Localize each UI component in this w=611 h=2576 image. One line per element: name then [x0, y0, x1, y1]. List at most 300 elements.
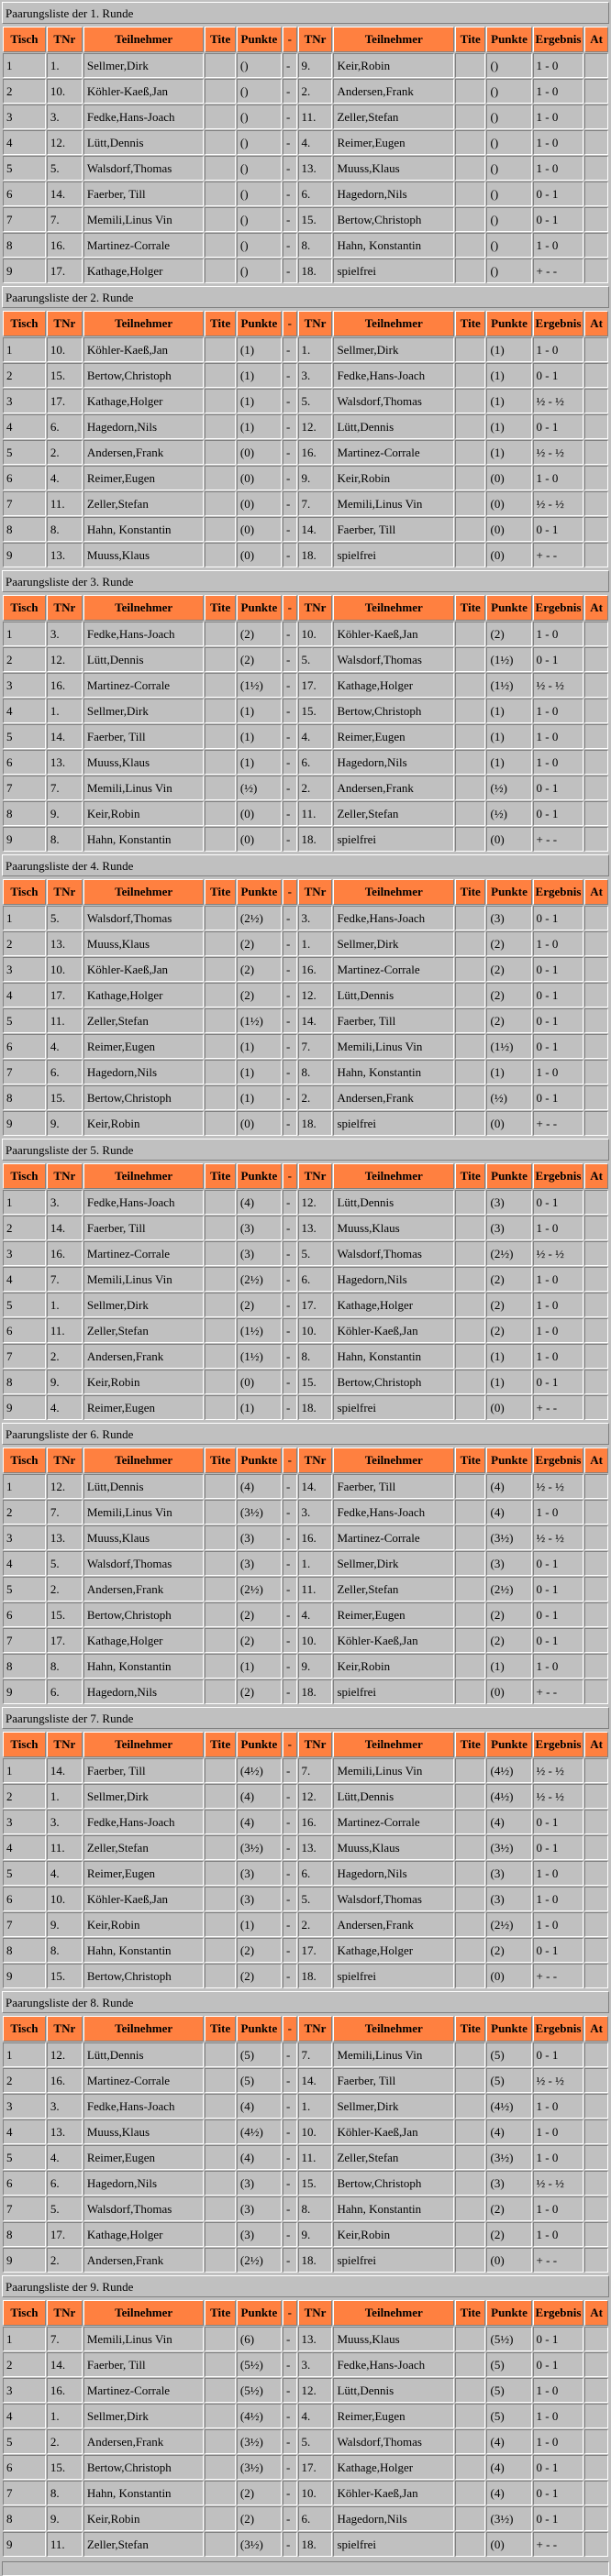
home-player-points: (5½)	[237, 2352, 282, 2377]
away-player-name: Martinez-Corrale	[333, 957, 454, 982]
away-player-points: (4)	[486, 2119, 531, 2144]
home-player-points: (0)	[237, 801, 282, 826]
away-player-points: (5)	[486, 2378, 531, 2403]
column-header: -	[283, 879, 297, 905]
home-player-number: 6.	[47, 2171, 83, 2196]
home-player-points: ()	[237, 53, 282, 78]
home-player-title	[205, 1654, 235, 1679]
result: 0 - 1	[533, 1008, 584, 1033]
home-player-number: 13.	[47, 2119, 83, 2144]
column-header: TNr	[47, 27, 83, 52]
column-header: Tisch	[3, 2300, 46, 2326]
away-player-name: Lütt,Dennis	[333, 1784, 454, 1809]
home-player-number: 14.	[47, 1758, 83, 1783]
away-player-points: (1½)	[486, 647, 531, 672]
home-player-title	[205, 931, 235, 956]
result: + - -	[533, 543, 584, 567]
round-section	[2, 2, 609, 286]
column-header: Ergebnis	[533, 2016, 584, 2042]
round-title: Paarungsliste der 5. Runde	[2, 1139, 609, 1161]
away-player-name: Muuss,Klaus	[333, 156, 454, 181]
home-player-title	[205, 1784, 235, 1809]
round-title: Paarungsliste der 3. Runde	[2, 570, 609, 592]
home-player-points: ()	[237, 207, 282, 232]
home-player-points: (1½)	[237, 1318, 282, 1343]
away-player-points: (3½)	[486, 2506, 531, 2531]
away-player-points: ()	[486, 79, 531, 104]
home-player-title	[205, 2327, 235, 2351]
result: ½ - ½	[533, 1758, 584, 1783]
away-player-points: (0)	[486, 543, 531, 567]
table-row	[3, 1293, 608, 1317]
away-player-title	[455, 259, 485, 283]
home-player-points: (3½)	[237, 1500, 282, 1525]
at-cell	[584, 130, 608, 155]
at-cell	[584, 389, 608, 413]
home-player-number: 1.	[47, 1293, 83, 1317]
home-player-name: Faerber, Till	[83, 724, 205, 749]
away-player-number: 6.	[298, 1861, 333, 1886]
table-number: 8	[3, 1938, 46, 1963]
column-header: Tite	[205, 27, 235, 52]
away-player-name: Faerber, Till	[333, 517, 454, 542]
away-player-name: Faerber, Till	[333, 1008, 454, 1033]
header-row	[3, 595, 608, 621]
table-row	[3, 2404, 608, 2428]
table-row	[3, 1344, 608, 1369]
home-player-number: 14.	[47, 2352, 83, 2377]
table-row	[3, 931, 608, 956]
column-header: Punkte	[486, 595, 531, 621]
away-player-points: (1)	[486, 440, 531, 465]
column-header: Ergebnis	[533, 1448, 584, 1473]
column-header: TNr	[47, 1448, 83, 1473]
table-number: 3	[3, 1241, 46, 1266]
result: ½ - ½	[533, 673, 584, 698]
table-row	[3, 1810, 608, 1834]
table-number: 1	[3, 1190, 46, 1215]
at-cell	[584, 517, 608, 542]
table-number: 9	[3, 1964, 46, 1988]
column-header: Punkte	[486, 1448, 531, 1473]
home-player-points: (2)	[237, 1964, 282, 1988]
table-row	[3, 363, 608, 388]
at-cell	[584, 1318, 608, 1343]
column-header: Tisch	[3, 1732, 46, 1757]
away-player-name: Keir,Robin	[333, 466, 454, 490]
home-player-name: Faerber, Till	[83, 1758, 205, 1783]
at-cell	[584, 414, 608, 439]
home-player-title	[205, 105, 235, 129]
away-player-title	[455, 776, 485, 800]
column-header: TNr	[298, 1732, 333, 1757]
table-row	[3, 1111, 608, 1136]
away-player-name: Sellmer,Dirk	[333, 2094, 454, 2119]
home-player-number: 4.	[47, 1395, 83, 1420]
home-player-title	[205, 1060, 235, 1084]
column-header: Punkte	[486, 311, 531, 336]
home-player-name: Martinez-Corrale	[83, 233, 205, 258]
away-player-points: (½)	[486, 1085, 531, 1110]
at-cell	[584, 2196, 608, 2221]
home-player-name: Köhler-Kaeß,Jan	[83, 337, 205, 362]
away-player-points: (1)	[486, 363, 531, 388]
home-player-number: 11.	[47, 2532, 83, 2557]
away-player-points: (3)	[486, 1216, 531, 1240]
away-player-name: Kathage,Holger	[333, 673, 454, 698]
away-player-title	[455, 1887, 485, 1911]
result: 0 - 1	[533, 776, 584, 800]
away-player-title	[455, 466, 485, 490]
at-cell	[584, 1525, 608, 1550]
vs-separator: -	[283, 1938, 297, 1963]
away-player-title	[455, 673, 485, 698]
home-player-title	[205, 827, 235, 852]
result: + - -	[533, 2248, 584, 2273]
result: + - -	[533, 1679, 584, 1704]
column-header: Punkte	[486, 1732, 531, 1757]
home-player-number: 10.	[47, 337, 83, 362]
away-player-number: 15.	[298, 1370, 333, 1394]
away-player-number: 14.	[298, 1008, 333, 1033]
home-player-title	[205, 1085, 235, 1110]
vs-separator: -	[283, 1060, 297, 1084]
home-player-points: (3)	[237, 1887, 282, 1911]
result: 0 - 1	[533, 2455, 584, 2480]
away-player-name: Keir,Robin	[333, 2222, 454, 2247]
table-row	[3, 1216, 608, 1240]
away-player-title	[455, 1344, 485, 1369]
vs-separator: -	[283, 2404, 297, 2428]
home-player-title	[205, 2378, 235, 2403]
column-header: Tite	[205, 1448, 235, 1473]
away-player-name: Reimer,Eugen	[333, 1602, 454, 1627]
table-number: 5	[3, 1293, 46, 1317]
away-player-name: Reimer,Eugen	[333, 2404, 454, 2428]
result: 1 - 0	[533, 931, 584, 956]
column-header: TNr	[47, 879, 83, 905]
column-header: Ergebnis	[533, 1732, 584, 1757]
result: 1 - 0	[533, 1318, 584, 1343]
away-player-points: (4½)	[486, 2094, 531, 2119]
column-header: Teilnehmer	[83, 2016, 205, 2042]
pairing-table	[2, 1731, 609, 1989]
home-player-number: 3.	[47, 105, 83, 129]
away-player-number: 11.	[298, 105, 333, 129]
away-player-name: Lütt,Dennis	[333, 2378, 454, 2403]
away-player-name: Andersen,Frank	[333, 79, 454, 104]
away-player-number: 2.	[298, 1085, 333, 1110]
table-number: 1	[3, 2327, 46, 2351]
at-cell	[584, 827, 608, 852]
column-header: Tisch	[3, 311, 46, 336]
home-player-points: (4½)	[237, 2119, 282, 2144]
home-player-title	[205, 2145, 235, 2170]
away-player-name: spielfrei	[333, 1111, 454, 1136]
home-player-name: Walsdorf,Thomas	[83, 2196, 205, 2221]
away-player-title	[455, 233, 485, 258]
away-player-points: (0)	[486, 517, 531, 542]
away-player-title	[455, 1810, 485, 1834]
home-player-points: (1)	[237, 414, 282, 439]
home-player-name: Memili,Linus Vin	[83, 776, 205, 800]
away-player-number: 5.	[298, 2429, 333, 2454]
away-player-name: Walsdorf,Thomas	[333, 2429, 454, 2454]
away-player-title	[455, 699, 485, 723]
home-player-name: Sellmer,Dirk	[83, 1293, 205, 1317]
round-section	[2, 570, 609, 854]
vs-separator: -	[283, 931, 297, 956]
home-player-number: 17.	[47, 259, 83, 283]
column-header: Tite	[455, 1163, 485, 1189]
home-player-name: Bertow,Christoph	[83, 1964, 205, 1988]
column-header: Punkte	[486, 1163, 531, 1189]
table-number: 6	[3, 182, 46, 206]
home-player-number: 16.	[47, 2378, 83, 2403]
away-player-points: (2)	[486, 1008, 531, 1033]
home-player-number: 6.	[47, 414, 83, 439]
vs-separator: -	[283, 517, 297, 542]
vs-separator: -	[283, 2145, 297, 2170]
table-row	[3, 1912, 608, 1937]
home-player-points: (4½)	[237, 1758, 282, 1783]
away-player-number: 14.	[298, 517, 333, 542]
table-number: 3	[3, 105, 46, 129]
vs-separator: -	[283, 1344, 297, 1369]
home-player-name: Hahn, Konstantin	[83, 2481, 205, 2505]
column-header: Teilnehmer	[83, 27, 205, 52]
column-header: Ergebnis	[533, 2300, 584, 2326]
at-cell	[584, 1034, 608, 1059]
away-player-name: Lütt,Dennis	[333, 414, 454, 439]
column-header: Tite	[205, 879, 235, 905]
result: 1 - 0	[533, 130, 584, 155]
vs-separator: -	[283, 182, 297, 206]
away-player-title	[455, 337, 485, 362]
table-row	[3, 1500, 608, 1525]
home-player-title	[205, 517, 235, 542]
round-title: Paarungsliste der 6. Runde	[2, 1423, 609, 1445]
column-header: At	[584, 2300, 608, 2326]
table-number: 7	[3, 207, 46, 232]
vs-separator: -	[283, 105, 297, 129]
home-player-title	[205, 750, 235, 775]
home-player-name: Bertow,Christoph	[83, 2455, 205, 2480]
column-header: Tite	[455, 311, 485, 336]
table-row	[3, 2248, 608, 2273]
at-cell	[584, 2171, 608, 2196]
column-header: Punkte	[486, 2300, 531, 2326]
table-number: 4	[3, 699, 46, 723]
away-player-title	[455, 1216, 485, 1240]
home-player-points: (2)	[237, 2506, 282, 2531]
home-player-points: (1)	[237, 363, 282, 388]
table-number: 6	[3, 1034, 46, 1059]
at-cell	[584, 1344, 608, 1369]
header-row	[3, 1732, 608, 1757]
vs-separator: -	[283, 2429, 297, 2454]
at-cell	[584, 2248, 608, 2273]
result: + - -	[533, 259, 584, 283]
table-row	[3, 105, 608, 129]
home-player-points: (3)	[237, 1216, 282, 1240]
at-cell	[584, 673, 608, 698]
section-divider	[2, 2561, 609, 2576]
round-section	[2, 1423, 609, 1707]
away-player-title	[455, 906, 485, 930]
away-player-number: 6.	[298, 750, 333, 775]
home-player-name: Walsdorf,Thomas	[83, 1551, 205, 1576]
away-player-number: 1.	[298, 2094, 333, 2119]
table-number: 7	[3, 1912, 46, 1937]
home-player-title	[205, 2196, 235, 2221]
away-player-name: spielfrei	[333, 1679, 454, 1704]
at-cell	[584, 156, 608, 181]
table-row	[3, 1190, 608, 1215]
home-player-points: (1)	[237, 724, 282, 749]
home-player-name: Hahn, Konstantin	[83, 517, 205, 542]
home-player-title	[205, 1602, 235, 1627]
away-player-points: (3½)	[486, 1835, 531, 1860]
table-row	[3, 2145, 608, 2170]
table-number: 1	[3, 2042, 46, 2067]
table-row	[3, 699, 608, 723]
home-player-title	[205, 2222, 235, 2247]
vs-separator: -	[283, 1835, 297, 1860]
away-player-points: (3)	[486, 2171, 531, 2196]
vs-separator: -	[283, 2327, 297, 2351]
pairing-table	[2, 878, 609, 1137]
round-section	[2, 2275, 609, 2559]
away-player-title	[455, 1602, 485, 1627]
home-player-points: (4½)	[237, 2404, 282, 2428]
table-row	[3, 2352, 608, 2377]
away-player-name: spielfrei	[333, 2532, 454, 2557]
at-cell	[584, 2042, 608, 2067]
vs-separator: -	[283, 363, 297, 388]
away-player-number: 12.	[298, 1190, 333, 1215]
away-player-number: 6.	[298, 1267, 333, 1292]
away-player-title	[455, 2068, 485, 2093]
column-header: Teilnehmer	[333, 879, 454, 905]
table-row	[3, 1085, 608, 1110]
table-number: 3	[3, 2378, 46, 2403]
home-player-number: 10.	[47, 79, 83, 104]
home-player-name: Muuss,Klaus	[83, 750, 205, 775]
home-player-points: ()	[237, 233, 282, 258]
home-player-points: (0)	[237, 466, 282, 490]
at-cell	[584, 1008, 608, 1033]
vs-separator: -	[283, 801, 297, 826]
home-player-points: (0)	[237, 1370, 282, 1394]
away-player-points: (4½)	[486, 1758, 531, 1783]
table-row	[3, 337, 608, 362]
away-player-title	[455, 1912, 485, 1937]
home-player-name: Andersen,Frank	[83, 2429, 205, 2454]
table-row	[3, 724, 608, 749]
home-player-name: Hahn, Konstantin	[83, 1938, 205, 1963]
vs-separator: -	[283, 1577, 297, 1602]
pairing-lists	[2, 2, 609, 2559]
away-player-title	[455, 2222, 485, 2247]
home-player-title	[205, 647, 235, 672]
result: 1 - 0	[533, 2094, 584, 2119]
away-player-number: 13.	[298, 1216, 333, 1240]
column-header: Tite	[205, 2016, 235, 2042]
column-header: Punkte	[486, 27, 531, 52]
at-cell	[584, 1293, 608, 1317]
away-player-number: 15.	[298, 2171, 333, 2196]
table-row	[3, 130, 608, 155]
table-number: 5	[3, 2429, 46, 2454]
home-player-title	[205, 1241, 235, 1266]
away-player-number: 10.	[298, 1318, 333, 1343]
table-row	[3, 1034, 608, 1059]
vs-separator: -	[283, 156, 297, 181]
home-player-points: (2)	[237, 1293, 282, 1317]
vs-separator: -	[283, 1758, 297, 1783]
home-player-points: ()	[237, 130, 282, 155]
home-player-points: (0)	[237, 491, 282, 516]
column-header: At	[584, 879, 608, 905]
table-row	[3, 1474, 608, 1499]
home-player-name: Zeller,Stefan	[83, 1008, 205, 1033]
table-number: 5	[3, 440, 46, 465]
home-player-name: Lütt,Dennis	[83, 1474, 205, 1499]
vs-separator: -	[283, 1267, 297, 1292]
result: 1 - 0	[533, 1887, 584, 1911]
table-row	[3, 2532, 608, 2557]
column-header: -	[283, 595, 297, 621]
away-player-points: (0)	[486, 2248, 531, 2273]
home-player-points: ()	[237, 156, 282, 181]
home-player-name: Andersen,Frank	[83, 2248, 205, 2273]
home-player-name: Muuss,Klaus	[83, 543, 205, 567]
table-number: 5	[3, 1008, 46, 1033]
away-player-points: (3)	[486, 1551, 531, 1576]
away-player-points: (2)	[486, 2222, 531, 2247]
home-player-points: (0)	[237, 827, 282, 852]
table-row	[3, 776, 608, 800]
away-player-title	[455, 2196, 485, 2221]
home-player-points: (3½)	[237, 2455, 282, 2480]
at-cell	[584, 1577, 608, 1602]
away-player-number: 1.	[298, 931, 333, 956]
column-header: Tite	[455, 1732, 485, 1757]
vs-separator: -	[283, 440, 297, 465]
away-player-points: (2)	[486, 957, 531, 982]
column-header: TNr	[298, 1163, 333, 1189]
at-cell	[584, 2429, 608, 2454]
home-player-number: 3.	[47, 1810, 83, 1834]
home-player-title	[205, 2532, 235, 2557]
away-player-points: ()	[486, 105, 531, 129]
away-player-title	[455, 491, 485, 516]
vs-separator: -	[283, 1395, 297, 1420]
home-player-title	[205, 53, 235, 78]
home-player-title	[205, 491, 235, 516]
home-player-points: (1)	[237, 389, 282, 413]
at-cell	[584, 1216, 608, 1240]
away-player-points: (3½)	[486, 2145, 531, 2170]
at-cell	[584, 724, 608, 749]
at-cell	[584, 1060, 608, 1084]
result: 0 - 1	[533, 2352, 584, 2377]
column-header: Teilnehmer	[83, 311, 205, 336]
away-player-name: Faerber, Till	[333, 1474, 454, 1499]
column-header: TNr	[47, 1163, 83, 1189]
table-row	[3, 1370, 608, 1394]
